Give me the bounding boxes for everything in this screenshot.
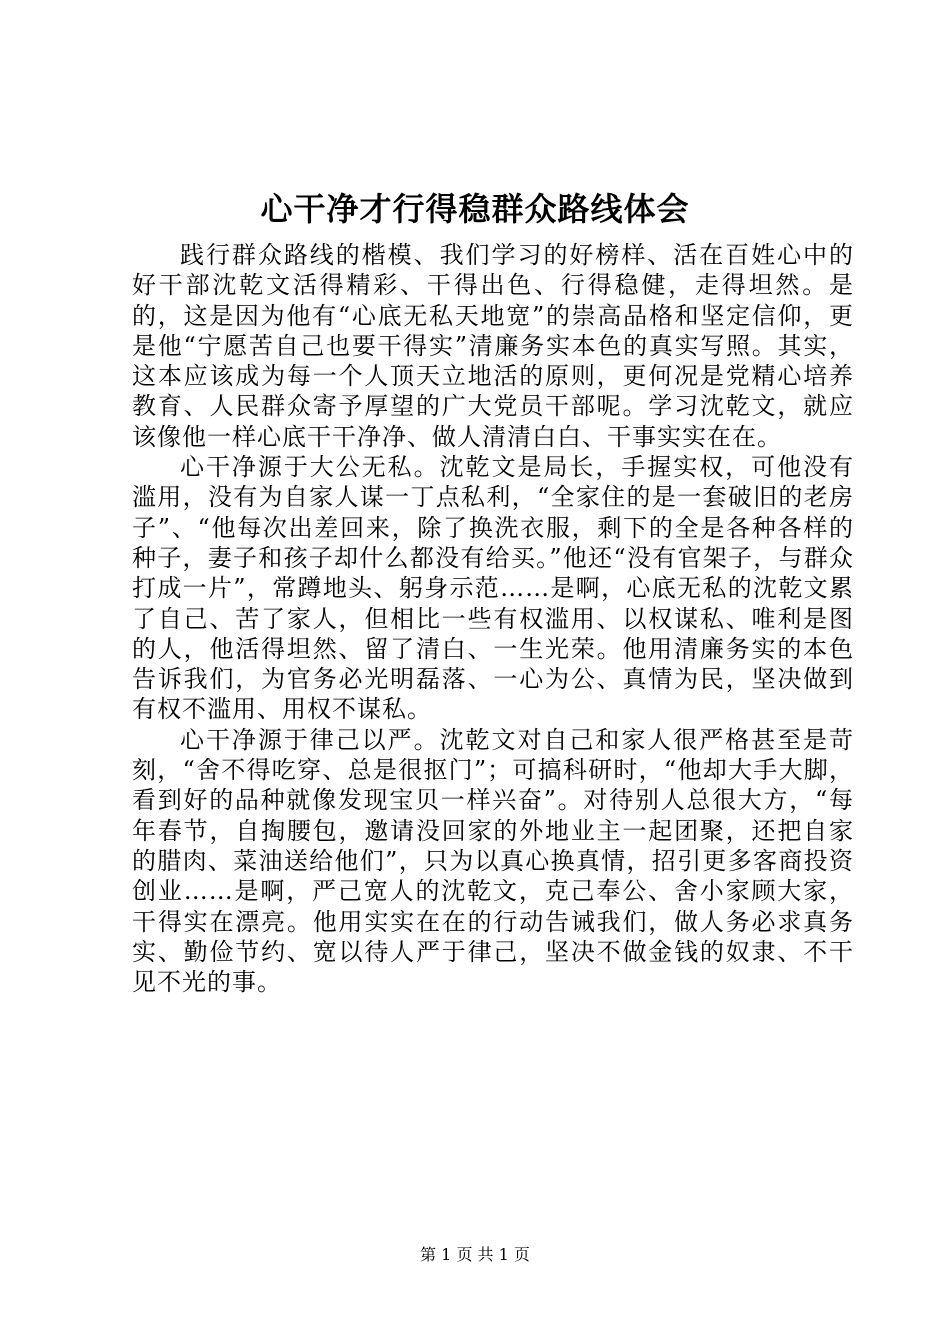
paragraph-2: 心干净源于大公无私。沈乾文是局长，手握实权，可他没有滥用，没有为自家人谋一丁点私利，“全家住的是一套破旧的老房子”、“他每次出差回来，除了换洗衣服，剩下的全是各种各样的种子，妻子和孩子却什么都没有给买。”他还“没有官架子，与群众打成一片”，常蹲地头、躬身示范……是啊，心底无私的沈乾文累了自己、苦了家人，但相比一些有权滥用、以权谋私、唯利是图的人，他活得坦然、留了清白、一生光荣。他用清廉务实的本色告诉我们，为官务必光明磊落、一心为公、真情为民，坚决做到有权不滥用、用权不谋私。 [132,453,854,724]
document-body [132,240,854,997]
paragraph-1: 践行群众路线的楷模、我们学习的好榜样、活在百姓心中的好干部沈乾文活得精彩、干得出色、行得稳健，走得坦然。是的，这是因为他有“心底无私天地宽”的崇高品格和坚定信仰，更是他“宁愿苦自己也要干得实”清廉务实本色的真实写照。其实，这本应该成为每一个人顶天立地活的原则，更何况是党精心培养教育、人民群众寄予厚望的广大党员干部呢。学习沈乾文，就应该像他一样心底干干净净、做人清清白白、干事实实在在。 [132,241,854,451]
page-number-footer: 第 1 页 共 1 页 [420,1245,530,1264]
document-title: 心干净才行得稳群众路线体会 [260,190,690,228]
paragraph-3: 心干净源于律己以严。沈乾文对自己和家人很严格甚至是苛刻，“舍不得吃穿、总是很抠门”；可搞科研时，“他却大手大脚，看到好的品种就像发现宝贝一样兴奋”。对待别人总很大方，“每年春节，自掏腰包，邀请没回家的外地业主一起团聚，还把自家的腊肉、菜油送给他们”，只为以真心换真情，招引更多客商投资创业……是啊，严己宽人的沈乾文，克己奉公、舍小家顾大家，干得实在漂亮。他用实实在在的行动告诫我们，做人务必求真务实、勤俭节约、宽以待人严于律己，坚决不做金钱的奴隶、不干见不光的事。 [132,725,854,997]
